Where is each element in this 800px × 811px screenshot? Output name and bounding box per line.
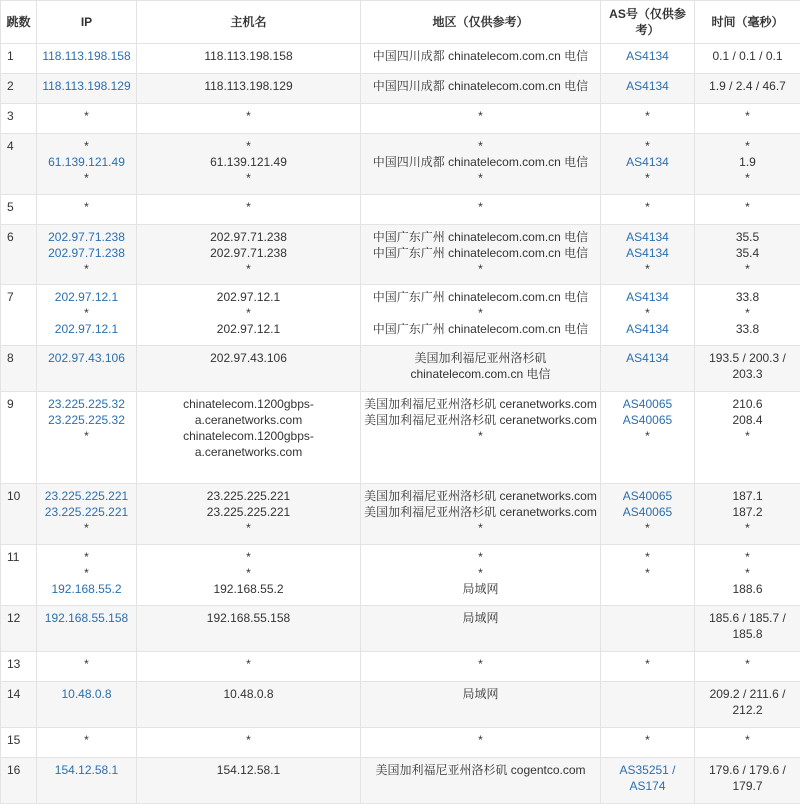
ip-value[interactable]: 192.168.55.158 (44, 611, 129, 625)
ip-value: * (84, 550, 89, 564)
time-value: * (745, 566, 750, 580)
asn-value: * (645, 733, 650, 747)
time-value: 188.6 (732, 582, 763, 596)
time-value: * (745, 200, 750, 214)
asn-cell (601, 74, 695, 104)
time-value: * (745, 550, 750, 564)
ip-cell (37, 74, 137, 104)
region-value: * (478, 171, 483, 185)
ip-value[interactable]: 202.97.71.238 (48, 230, 125, 244)
hop-cell: 15 (1, 728, 37, 758)
asn-value: * (645, 139, 650, 153)
host-value: 192.168.55.2 (213, 582, 284, 596)
ip-cell (37, 44, 137, 74)
host-value: * (246, 566, 251, 580)
asn-cell (601, 652, 695, 682)
time-value: * (745, 306, 750, 320)
table-header-row (1, 1, 800, 44)
asn-value[interactable]: AS40065 (622, 489, 673, 503)
region-cell (361, 44, 601, 74)
region-value: 美国加利福尼亚州洛杉矶 ceranetworks.com (364, 413, 597, 427)
hostname-cell (137, 652, 361, 682)
region-cell (361, 104, 601, 134)
time-value: 193.5 / 200.3 / 203.3 (709, 351, 786, 381)
ip-cell (37, 285, 137, 346)
hostname-cell (137, 134, 361, 195)
asn-value[interactable]: AS4134 (626, 322, 669, 336)
host-value: 10.48.0.8 (223, 687, 274, 701)
host-value: 118.113.198.158 (204, 49, 293, 63)
ip-value[interactable]: 118.113.198.158 (42, 49, 131, 63)
time-value: * (745, 171, 750, 185)
hop-cell: 3 (1, 104, 37, 134)
asn-cell (601, 392, 695, 484)
ip-value: * (84, 262, 89, 276)
hop-cell: 1 (1, 44, 37, 74)
region-value: * (478, 139, 483, 153)
asn-cell (601, 225, 695, 285)
asn-value: * (645, 262, 650, 276)
time-value: 33.8 (735, 290, 760, 304)
asn-value[interactable]: AS40065 (622, 413, 673, 427)
hostname-cell (137, 758, 361, 804)
time-value: * (745, 733, 750, 747)
time-value: * (745, 139, 750, 153)
time-cell (695, 652, 800, 682)
region-cell (361, 606, 601, 652)
host-value: * (246, 657, 251, 671)
ip-value: * (84, 429, 89, 443)
hostname-cell (137, 545, 361, 606)
host-value: 154.12.58.1 (216, 763, 281, 777)
time-value: * (745, 109, 750, 123)
ip-value[interactable]: 10.48.0.8 (61, 687, 112, 701)
hostname-cell (137, 225, 361, 285)
host-value: 202.97.71.238 (210, 246, 287, 260)
time-value: 179.6 / 179.6 / 179.7 (709, 763, 786, 793)
hostname-cell (137, 195, 361, 225)
time-value: 185.6 / 185.7 / 185.8 (709, 611, 786, 641)
ip-value[interactable]: 23.225.225.221 (44, 489, 129, 503)
time-cell (695, 134, 800, 195)
asn-value[interactable]: AS4134 (626, 155, 669, 169)
host-value: 118.113.198.129 (204, 79, 293, 93)
region-value: * (478, 550, 483, 564)
ip-value: * (84, 109, 89, 123)
host-value: chinatelecom.1200gbps-a.ceranetworks.com (183, 397, 314, 427)
ip-cell (37, 728, 137, 758)
ip-cell (37, 652, 137, 682)
hop-cell: 4 (1, 134, 37, 195)
asn-cell (601, 104, 695, 134)
header-hop: 跳数 (1, 1, 37, 44)
host-value: * (246, 550, 251, 564)
ip-value[interactable]: 23.225.225.221 (44, 505, 129, 519)
time-value: 1.9 / 2.4 / 46.7 (709, 79, 786, 93)
ip-value[interactable]: 154.12.58.1 (54, 763, 119, 777)
host-value: 202.97.12.1 (216, 322, 281, 336)
time-cell (695, 225, 800, 285)
host-value: * (246, 521, 251, 535)
asn-value: * (645, 306, 650, 320)
region-value: * (478, 733, 483, 747)
header-ip: IP (37, 1, 137, 44)
table-row (1, 758, 800, 804)
header-region: 地区（仅供参考） (361, 1, 601, 44)
header-asn: AS号（仅供参考） (601, 1, 695, 44)
table-row (1, 484, 800, 545)
time-cell (695, 195, 800, 225)
host-value: * (246, 171, 251, 185)
hop-cell: 13 (1, 652, 37, 682)
table-row (1, 606, 800, 652)
region-value: 美国加利福尼亚州洛杉矶 ceranetworks.com (364, 397, 597, 411)
time-value: 0.1 / 0.1 / 0.1 (712, 49, 783, 63)
time-value: 35.4 (735, 246, 760, 260)
ip-value: * (84, 200, 89, 214)
region-cell (361, 758, 601, 804)
ip-value[interactable]: 61.139.121.49 (48, 155, 125, 169)
time-cell (695, 74, 800, 104)
ip-cell (37, 346, 137, 392)
time-value: * (745, 429, 750, 443)
region-cell (361, 682, 601, 728)
table-row (1, 346, 800, 392)
region-value: 美国加利福尼亚州洛杉矶 ceranetworks.com (364, 505, 597, 519)
ip-value[interactable]: 23.225.225.32 (48, 397, 125, 411)
time-cell (695, 545, 800, 606)
region-cell (361, 652, 601, 682)
asn-value: * (645, 550, 650, 564)
region-value: * (478, 566, 483, 580)
hostname-cell (137, 74, 361, 104)
ip-cell (37, 195, 137, 225)
region-value: * (478, 521, 483, 535)
time-value: 187.2 (732, 505, 763, 519)
asn-cell (601, 346, 695, 392)
ip-value[interactable]: 202.97.71.238 (48, 246, 125, 260)
ip-value[interactable]: 202.97.12.1 (54, 322, 119, 336)
time-value: 35.5 (735, 230, 760, 244)
ip-value[interactable]: 23.225.225.32 (48, 413, 125, 427)
ip-value[interactable]: 202.97.12.1 (54, 290, 119, 304)
asn-value[interactable]: AS40065 (622, 397, 673, 411)
host-value: chinatelecom.1200gbps-a.ceranetworks.com (183, 429, 314, 459)
hostname-cell (137, 44, 361, 74)
time-cell (695, 484, 800, 545)
asn-cell (601, 44, 695, 74)
asn-cell (601, 758, 695, 804)
time-cell (695, 606, 800, 652)
host-value: 61.139.121.49 (210, 155, 287, 169)
ip-value: * (84, 306, 89, 320)
hop-cell: 10 (1, 484, 37, 545)
time-value: 209.2 / 211.6 / 212.2 (709, 687, 786, 717)
hop-cell: 5 (1, 195, 37, 225)
time-value: * (745, 521, 750, 535)
table-row (1, 195, 800, 225)
hostname-cell (137, 346, 361, 392)
hop-cell: 9 (1, 392, 37, 484)
host-value: 23.225.225.221 (206, 489, 291, 503)
region-value: 中国四川成都 chinatelecom.com.cn 电信 (372, 49, 589, 63)
hop-cell: 12 (1, 606, 37, 652)
time-value: 187.1 (732, 489, 763, 503)
ip-cell (37, 134, 137, 195)
time-cell (695, 758, 800, 804)
asn-value: * (645, 521, 650, 535)
region-value: 中国四川成都 chinatelecom.com.cn 电信 (372, 155, 589, 169)
asn-value: * (645, 171, 650, 185)
table-row (1, 104, 800, 134)
ip-value[interactable]: 192.168.55.2 (51, 582, 122, 596)
ip-value[interactable]: 202.97.43.106 (48, 351, 125, 365)
hop-cell: 6 (1, 225, 37, 285)
region-cell (361, 728, 601, 758)
time-value: 208.4 (732, 413, 763, 427)
region-cell (361, 545, 601, 606)
hostname-cell (137, 104, 361, 134)
hostname-cell (137, 285, 361, 346)
host-value: 202.97.12.1 (216, 290, 281, 304)
asn-cell (601, 484, 695, 545)
host-value: 202.97.71.238 (210, 230, 287, 244)
host-value: * (246, 306, 251, 320)
host-value: * (246, 262, 251, 276)
region-value: 中国四川成都 chinatelecom.com.cn 电信 (372, 79, 589, 93)
ip-cell (37, 104, 137, 134)
asn-value[interactable]: AS4134 (626, 230, 669, 244)
table-row (1, 652, 800, 682)
asn-cell (601, 545, 695, 606)
region-cell (361, 195, 601, 225)
table-body (1, 44, 800, 804)
host-value: 23.225.225.221 (206, 505, 291, 519)
ip-value: * (84, 733, 89, 747)
region-value: * (478, 262, 483, 276)
asn-cell (601, 682, 695, 728)
asn-value[interactable]: AS4134 (626, 49, 669, 63)
ip-value: * (84, 521, 89, 535)
time-cell (695, 285, 800, 346)
region-cell (361, 484, 601, 545)
region-value: * (478, 109, 483, 123)
asn-value: * (645, 109, 650, 123)
region-cell (361, 74, 601, 104)
asn-value: * (645, 429, 650, 443)
region-cell (361, 392, 601, 484)
region-value: 中国广东广州 chinatelecom.com.cn 电信 (372, 246, 589, 260)
ip-cell (37, 545, 137, 606)
ip-value: * (84, 566, 89, 580)
hop-cell: 8 (1, 346, 37, 392)
asn-value: * (645, 200, 650, 214)
table-row (1, 682, 800, 728)
table-row (1, 545, 800, 606)
region-value: 美国加利福尼亚州洛杉矶 ceranetworks.com (364, 489, 597, 503)
asn-value[interactable]: AS35251 / AS174 (619, 763, 676, 793)
asn-cell (601, 195, 695, 225)
time-cell (695, 392, 800, 484)
hop-cell: 16 (1, 758, 37, 804)
hostname-cell (137, 484, 361, 545)
ip-cell (37, 682, 137, 728)
time-cell (695, 682, 800, 728)
table-row (1, 728, 800, 758)
region-value: * (478, 657, 483, 671)
time-value: * (745, 262, 750, 276)
time-value: * (745, 657, 750, 671)
hostname-cell (137, 606, 361, 652)
region-value: 美国加利福尼亚州洛杉矶 cogentco.com (375, 763, 586, 777)
region-value: 中国广东广州 chinatelecom.com.cn 电信 (372, 290, 589, 304)
asn-value[interactable]: AS4134 (626, 351, 669, 365)
host-value: * (246, 109, 251, 123)
ip-value: * (84, 657, 89, 671)
region-cell (361, 285, 601, 346)
header-hostname: 主机名 (137, 1, 361, 44)
hop-cell: 11 (1, 545, 37, 606)
ip-cell (37, 484, 137, 545)
ip-value[interactable]: 118.113.198.129 (42, 79, 131, 93)
asn-value[interactable]: AS4134 (626, 246, 669, 260)
table-row (1, 225, 800, 285)
region-value: 中国广东广州 chinatelecom.com.cn 电信 (372, 322, 589, 336)
region-value: 局域网 (462, 687, 499, 701)
table-row (1, 392, 800, 484)
region-value: 局域网 (462, 582, 499, 596)
asn-value[interactable]: AS4134 (626, 79, 669, 93)
table-row (1, 285, 800, 346)
asn-value: * (645, 566, 650, 580)
host-value: 192.168.55.158 (206, 611, 291, 625)
region-value: * (478, 306, 483, 320)
time-cell (695, 346, 800, 392)
time-cell (695, 728, 800, 758)
region-value: 局域网 (462, 611, 499, 625)
asn-cell (601, 606, 695, 652)
ip-cell (37, 606, 137, 652)
hop-cell: 14 (1, 682, 37, 728)
time-cell (695, 104, 800, 134)
region-cell (361, 225, 601, 285)
time-value: 33.8 (735, 322, 760, 336)
ip-cell (37, 225, 137, 285)
hop-cell: 2 (1, 74, 37, 104)
time-value: 210.6 (732, 397, 763, 411)
asn-cell (601, 728, 695, 758)
region-value: * (478, 200, 483, 214)
hostname-cell (137, 682, 361, 728)
asn-value[interactable]: AS40065 (622, 505, 673, 519)
table-row (1, 44, 800, 74)
asn-value: * (645, 657, 650, 671)
host-value: * (246, 200, 251, 214)
host-value: * (246, 139, 251, 153)
time-cell (695, 44, 800, 74)
time-value: 1.9 (739, 155, 756, 169)
ip-value: * (84, 171, 89, 185)
region-value: 中国广东广州 chinatelecom.com.cn 电信 (372, 230, 589, 244)
table-row (1, 134, 800, 195)
hop-cell: 7 (1, 285, 37, 346)
hostname-cell (137, 392, 361, 484)
asn-cell (601, 285, 695, 346)
asn-value[interactable]: AS4134 (626, 290, 669, 304)
host-value: 202.97.43.106 (210, 351, 287, 365)
region-cell (361, 346, 601, 392)
region-value: 美国加利福尼亚州洛杉矶 chinatelecom.com.cn 电信 (410, 351, 551, 381)
hostname-cell (137, 728, 361, 758)
ip-value: * (84, 139, 89, 153)
asn-cell (601, 134, 695, 195)
host-value: * (246, 733, 251, 747)
ip-cell (37, 392, 137, 484)
header-time: 时间（毫秒） (695, 1, 800, 44)
region-value: * (478, 429, 483, 443)
table-row (1, 74, 800, 104)
region-cell (361, 134, 601, 195)
ip-cell (37, 758, 137, 804)
